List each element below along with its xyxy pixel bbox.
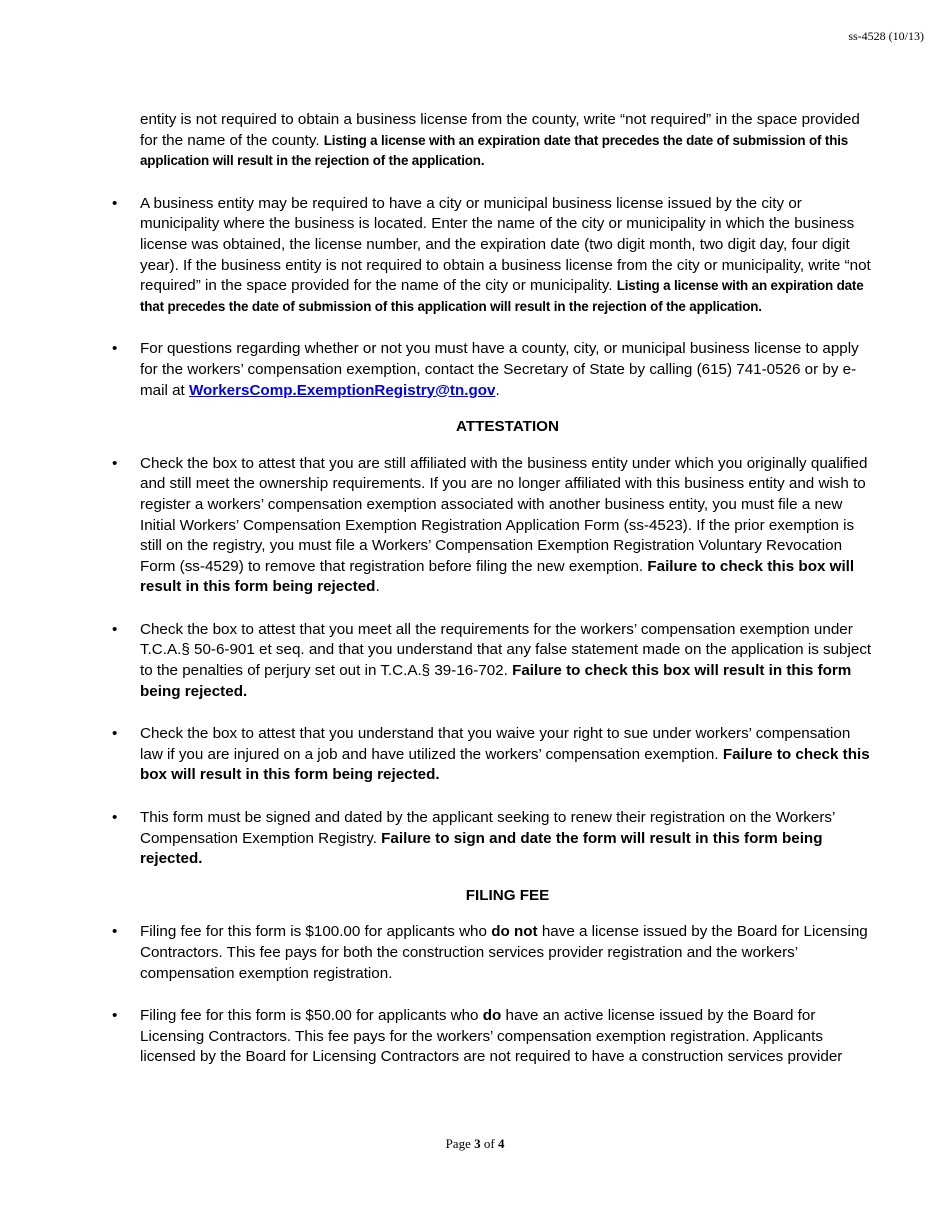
county-warning: Listing a license with an expiration date that precedes the date of submission of this application will result in the rejection of the application. [140,132,849,169]
filing-fee-item-unlicensed-text-b: have a license issued by the Board for Licensing Contractors. This fee pays for both the construction services provider registration and the workers’ compensation exemption registration. [140,923,868,982]
registry-email-link[interactable]: WorkersComp.ExemptionRegistry@tn.gov [188,381,496,399]
attestation-item-affiliation-end: . [375,578,380,596]
form-id: ss-4528 (10/13) [848,29,924,43]
city-license-bullet [140,194,875,318]
attestation-item-waiver-warning: Failure to check this box will result in this form being rejected. [140,745,870,784]
city-warning: Listing a license with an expiration date that precedes the date of submission of this application will result in the rejection of the application. [140,278,864,314]
page-footer [0,1136,950,1152]
questions-end: . [495,381,500,399]
filing-fee-item-unlicensed-emphasis: do not [491,923,538,941]
county-text: entity is not required to obtain a business license from the county, write “not required” in the space provided for the name of the county. [140,111,860,149]
county-license-paragraph [140,110,875,172]
attestation-item-requirements-warning: Failure to check this box will result in this form being rejected. [140,662,852,700]
page-total: 4 [497,1136,505,1151]
attestation-item-waiver-text: Check the box to attest that you understand that you waive your right to sue under workers’ compensation law if you are injured on a job and have utilized the workers’ compensation exemption. [140,725,851,763]
city-text: A business entity may be required to have a city or municipal business license issued by the city or municipality where the business is located. Enter the name of the city or municipality in which the business license was obtained, the license number, and the expiration date (two digit month, two digit day, four digit year). If the business entity is not required to obtain a business license from the city or municipality, write “not required” in the space provided for the name of the city or municipality. [140,194,871,295]
attestation-item-affiliation-text: Check the box to attest that you are still affiliated with the business entity under which you originally qualified and still meet the ownership requirements. If you are no longer affiliated with this business entity and wish to register a workers’ compensation exemption associated with another business entity, you must file a new Initial Workers’ Compensation Exemption Registration Application Form (ss-4523). If the prior exemption is still on the registry, you must file a Workers’ Compensation Exemption Registration Voluntary Revocation Form (ss-4529) to remove that registration before filing the new exemption. [140,454,868,575]
instructions-body [140,110,875,1068]
filing-fee-item-licensed-text-b: have an active license issued by the Board for Licensing Contractors. This fee pays for the workers’ compensation exemption registration. Applicants licensed by the Board for Licensing Contractors are not required to have a construction services provider [140,1007,843,1066]
attestation-item-signature [140,808,875,870]
filing-fee-item-licensed [140,1006,875,1068]
filing-fee-heading: FILING FEE [465,886,550,904]
attestation-item-requirements-text: Check the box to attest that you meet all the requirements for the workers’ compensation exemption under T.C.A.§ 50-6-901 et seq. and that you understand that any false statement made on the application is subject to the penalties of perjury set out in T.C.A.§ 39-16-702. [140,620,872,680]
filing-fee-item-unlicensed [140,922,875,984]
page-label: Page [445,1136,471,1151]
attestation-item-signature-warning: Failure to sign and date the form will result in this form being rejected. [140,829,823,868]
page-number: 3 [474,1136,481,1151]
questions-text: For questions regarding whether or not you must have a county, city, or municipal business license to apply for the workers’ compensation exemption, contact the Secretary of State by calling (615) 741-0526 or by e-mail at [140,340,859,399]
page-of-label: of [483,1136,495,1151]
questions-bullet [140,339,875,401]
attestation-item-requirements [140,620,875,702]
attestation-item-affiliation-warning: Failure to check this box will result in this form being rejected [140,557,855,596]
attestation-item-signature-text: This form must be signed and dated by the applicant seeking to renew their registration on the Workers’ Compensation Exemption Registry. [140,809,835,847]
attestation-item-affiliation [140,454,875,598]
filing-fee-item-unlicensed-text-a: Filing fee for this form is $100.00 for applicants who [140,923,487,941]
filing-fee-item-licensed-text-a: Filing fee for this form is $50.00 for applicants who [140,1007,479,1025]
attestation-item-waiver [140,724,875,786]
filing-fee-item-licensed-emphasis: do [482,1007,502,1025]
attestation-heading: ATTESTATION [456,418,559,436]
